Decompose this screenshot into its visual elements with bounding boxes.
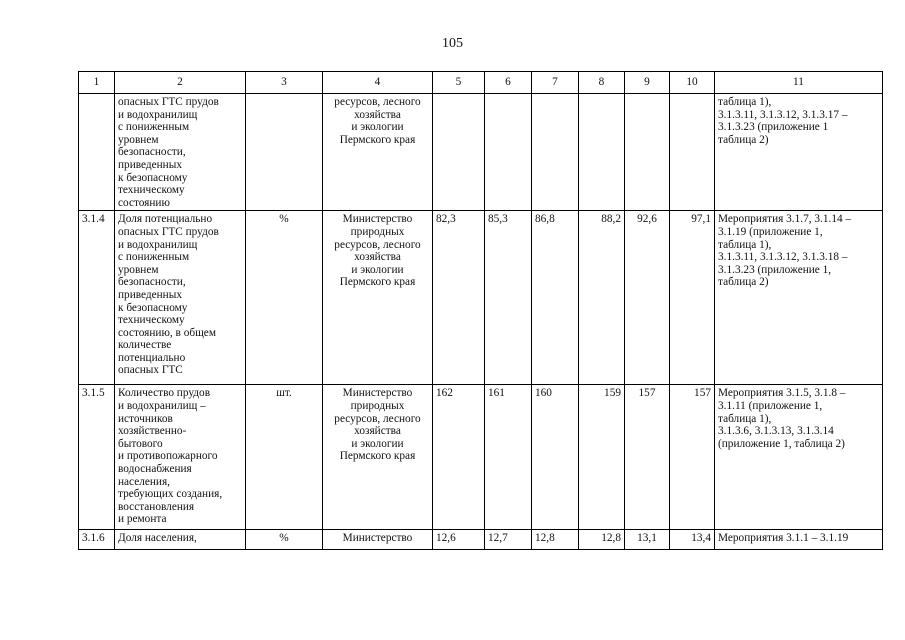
value-cell: 13,4: [670, 530, 715, 550]
header-cell: 6: [485, 72, 532, 94]
unit-cell: [246, 94, 323, 211]
value-cell: [625, 94, 670, 211]
table-header-row: [79, 72, 883, 94]
unit-cell: %: [246, 211, 323, 385]
responsible-cell: ресурсов, лесного хозяйства и экологии Пермского края: [323, 94, 433, 211]
value-cell: 160: [532, 385, 579, 530]
responsible-cell: Министерство природных ресурсов, лесного хозяйства и экологии Пермского края: [323, 385, 433, 530]
value-cell: [579, 94, 625, 211]
table-row: [79, 94, 883, 211]
indicator-name-cell: опасных ГТС прудов и водохранилищ с пониженным уровнем безопасности, приведенных к безопасному техническому состоянию: [115, 94, 246, 211]
header-cell: 8: [579, 72, 625, 94]
value-cell: 12,8: [532, 530, 579, 550]
table-row: [79, 385, 883, 530]
responsible-cell: Министерство природных ресурсов, лесного хозяйства и экологии Пермского края: [323, 211, 433, 385]
indicator-name-cell: Количество прудов и водохранилищ – источников хозяйственно- бытового и противопожарного водоснабжения населения, требующих создания, восстановления и ремонта: [115, 385, 246, 530]
value-cell: 12,8: [579, 530, 625, 550]
header-cell: 10: [670, 72, 715, 94]
value-cell: 82,3: [433, 211, 485, 385]
unit-cell: шт.: [246, 385, 323, 530]
header-cell: 3: [246, 72, 323, 94]
value-cell: [670, 94, 715, 211]
table-row: [79, 211, 883, 385]
value-cell: 157: [670, 385, 715, 530]
header-cell: 1: [79, 72, 115, 94]
header-cell: 11: [715, 72, 883, 94]
header-cell: 4: [323, 72, 433, 94]
value-cell: 85,3: [485, 211, 532, 385]
measures-cell: Мероприятия 3.1.5, 3.1.8 – 3.1.11 (приложение 1, таблица 1), 3.1.3.6, 3.1.3.13, 3.1.3.14 (приложение 1, таблица 2): [715, 385, 883, 530]
page-number: 105: [442, 36, 463, 51]
header-cell: 2: [115, 72, 246, 94]
value-cell: 86,8: [532, 211, 579, 385]
value-cell: 12,7: [485, 530, 532, 550]
measures-cell: Мероприятия 3.1.1 – 3.1.19: [715, 530, 883, 550]
value-cell: 97,1: [670, 211, 715, 385]
value-cell: 157: [625, 385, 670, 530]
value-cell: [485, 94, 532, 211]
value-cell: [532, 94, 579, 211]
unit-cell: %: [246, 530, 323, 550]
row-number-cell: [79, 94, 115, 211]
value-cell: 12,6: [433, 530, 485, 550]
value-cell: 13,1: [625, 530, 670, 550]
value-cell: 88,2: [579, 211, 625, 385]
row-number-cell: 3.1.6: [79, 530, 115, 550]
header-cell: 5: [433, 72, 485, 94]
value-cell: 162: [433, 385, 485, 530]
row-number-cell: 3.1.5: [79, 385, 115, 530]
measures-cell: Мероприятия 3.1.7, 3.1.14 – 3.1.19 (приложение 1, таблица 1), 3.1.3.11, 3.1.3.12, 3.1.3.18 – 3.1.3.23 (приложение 1, таблица 2): [715, 211, 883, 385]
value-cell: 159: [579, 385, 625, 530]
value-cell: 92,6: [625, 211, 670, 385]
value-cell: 161: [485, 385, 532, 530]
indicators-table: [78, 71, 883, 550]
row-number-cell: 3.1.4: [79, 211, 115, 385]
responsible-cell: Министерство: [323, 530, 433, 550]
indicator-name-cell: Доля потенциально опасных ГТС прудов и водохранилищ с пониженным уровнем безопасности, приведенных к безопасному техническому состоянию, в общем количестве потенциально опасных ГТС: [115, 211, 246, 385]
indicator-name-cell: Доля населения,: [115, 530, 246, 550]
table-row: [79, 530, 883, 550]
header-cell: 7: [532, 72, 579, 94]
measures-cell: таблица 1), 3.1.3.11, 3.1.3.12, 3.1.3.17 – 3.1.3.23 (приложение 1 таблица 2): [715, 94, 883, 211]
value-cell: [433, 94, 485, 211]
header-cell: 9: [625, 72, 670, 94]
